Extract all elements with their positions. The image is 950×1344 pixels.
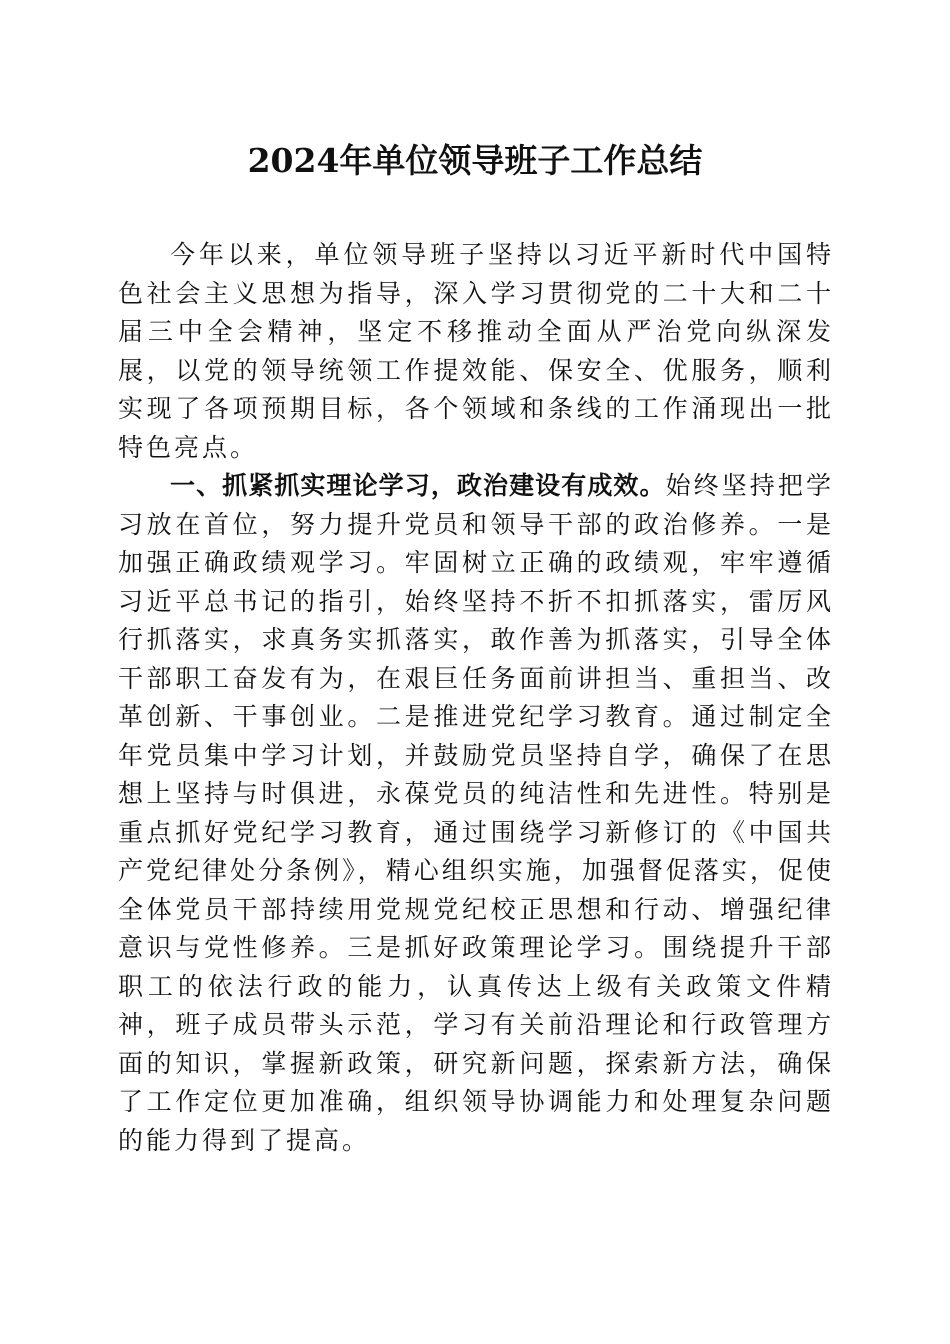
section-one-heading: 一、抓紧抓实理论学习，政治建设有成效。 — [170, 471, 666, 500]
intro-paragraph — [118, 236, 834, 467]
section-one-paragraph — [118, 467, 834, 1160]
intro-paragraph-text: 今年以来，单位领导班子坚持以习近平新时代中国特色社会主义思想为指导，深入学习贯彻党的二十大和二十届三中全会精神，坚定不移推动全面从严治党向纵深发展，以党的领导统领工作提效能、保安全、优服务，顺利实现了各项预期目标，各个领域和条线的工作涌现出一批特色亮点。 — [118, 240, 834, 462]
section-one-text: 始终坚持把学习放在首位，努力提升党员和领导干部的政治修养。一是加强正确政绩观学习。牢固树立正确的政绩观，牢牢遵循习近平总书记的指引，始终坚持不折不扣抓落实，雷厉风行抓落实，求真务实抓落实，敢作善为抓落实，引导全体干部职工奋发有为，在艰巨任务面前讲担当、重担当、改革创新、干事创业。二是推进党纪学习教育。通过制定全年党员集中学习计划，并鼓励党员坚持自学，确保了在思想上坚持与时俱进，永葆党员的纯洁性和先进性。特别是重点抓好党纪学习教育，通过围绕学习新修订的《中国共产党纪律处分条例》，精心组织实施，加强督促落实，促使全体党员干部持续用党规党纪校正思想和行动、增强纪律意识与党性修养。三是抓好政策理论学习。围绕提升干部职工的依法行政的能力，认真传达上级有关政策文件精神，班子成员带头示范，学习有关前沿理论和行政管理方面的知识，掌握新政策，研究新问题，探索新方法，确保了工作定位更加准确，组织领导协调能力和处理复杂问题的能力得到了提高。 — [118, 471, 834, 1155]
document-title: 2024年单位领导班子工作总结 — [247, 141, 703, 180]
document-body — [118, 236, 834, 1160]
